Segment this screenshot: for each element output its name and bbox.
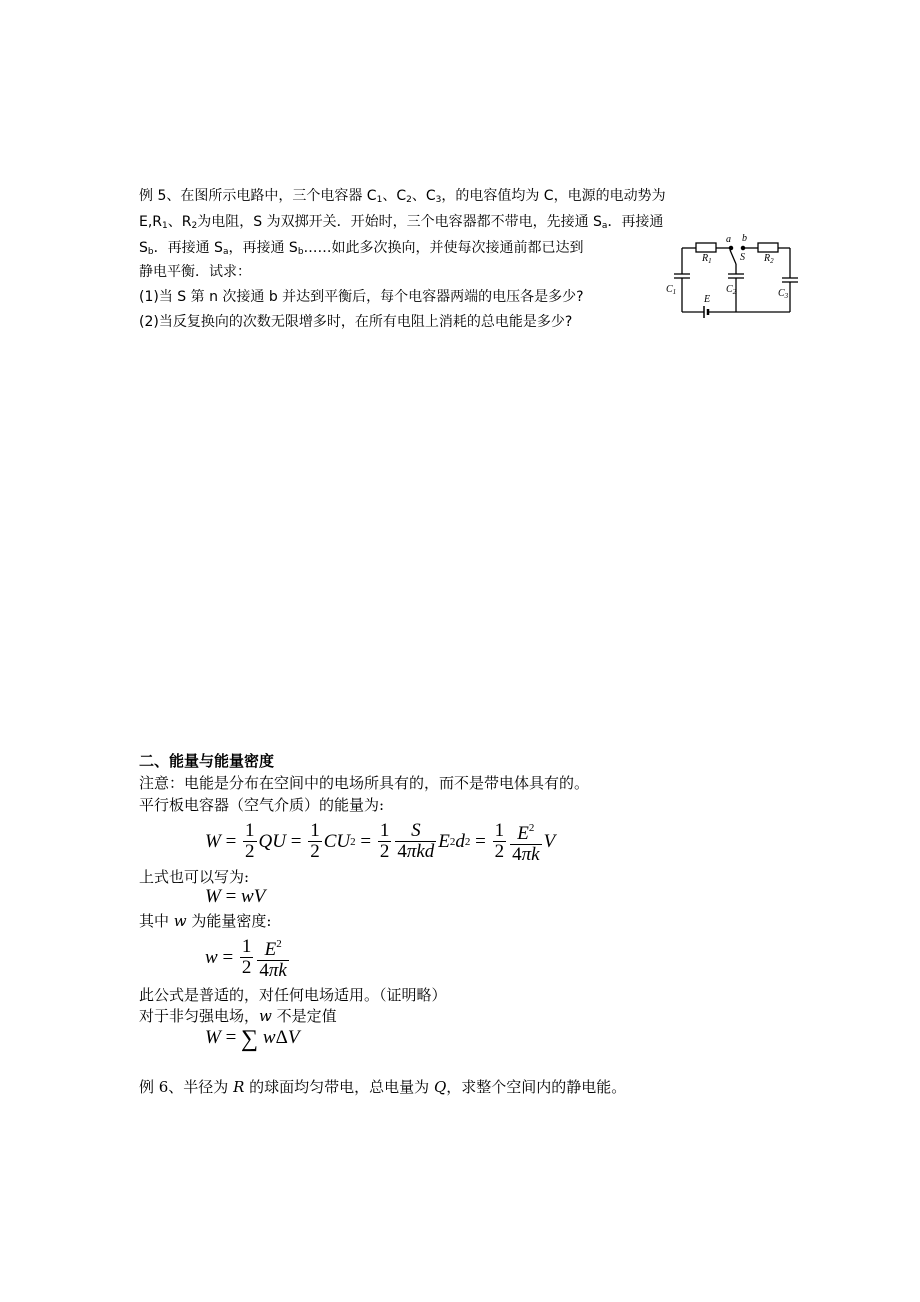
label-e: E — [704, 294, 711, 305]
label-c3: $C_3$ — [778, 288, 789, 300]
section2-note: 注意：电能是分布在空间中的电场所具有的，而不是带电体具有的。 — [139, 774, 590, 792]
example5-line3: $S_b$．再接通 $S_a$，再接通 $S_b\dots\dots$如此多次换向，并使每次接通前都已达到 — [139, 240, 584, 257]
energy-wv-formula: W = wV — [205, 886, 266, 907]
example5-line2: $E,R_1$、$R_2$为电阻，S 为双掷开关．开始时，三个电容器都不带电，先接通 $S_a$．再接通 — [139, 214, 664, 231]
section2-heading: 二、能量与能量密度 — [139, 752, 275, 770]
resistor-r1 — [696, 243, 716, 252]
label-r1: $R_1$ — [702, 253, 712, 265]
label-a: a — [726, 234, 731, 245]
nonuniform-energy-formula: W = ∑ wΔV — [205, 1026, 300, 1052]
label-s: S — [740, 252, 745, 263]
label-c1: $C_1$ — [666, 284, 677, 296]
label-r2: $R_2$ — [764, 253, 774, 265]
example5-line1: 例 5、在图所示电路中，三个电容器 $C_1$、$C_2$、$C_3$，的电容值均为 C，电源的电动势为 — [139, 188, 666, 205]
capacitor-energy-intro: 平行板电容器（空气介质）的能量为: — [139, 796, 385, 814]
label-b: b — [742, 233, 747, 244]
example5-question2: (2)当反复换向的次数无限增多时，在所有电阻上消耗的总电能是多少? — [139, 314, 573, 330]
nonuniform-field-note: 对于非匀强电场，w 不是定值 — [139, 1007, 337, 1025]
density-intro: 其中 w 为能量密度: — [139, 912, 272, 930]
rewrite-intro: 上式也可以写为: — [139, 868, 250, 886]
energy-density-formula: w = $\frac{1}{2}$ $\frac{E^2}{4\pi k}$ — [205, 936, 287, 981]
general-formula-note: 此公式是普适的，对任何电场适用。（证明略） — [139, 986, 447, 1004]
capacitor-energy-formula: W = $\frac{1}{2}$ QU = $\frac{1}{2}$ CU 2 = $\frac{1}{2}$ $\frac{S}{\text{4πkd}}$ E 2 d 2 = $\frac{1}{2}$ $\frac{E^2}{4\pi k}$ V — [205, 820, 556, 865]
example6: 例 6、半径为 R 的球面均匀带电，总电量为 Q，求整个空间内的静电能。 — [139, 1078, 627, 1096]
circuit-diagram — [664, 230, 814, 320]
example5-line4: 静电平衡．试求： — [139, 264, 251, 280]
example5-question1: (1)当 S 第 n 次接通 b 并达到平衡后，每个电容器两端的电压各是多少? — [139, 289, 584, 305]
resistor-r2 — [758, 243, 778, 252]
label-c2: $C_2$ — [726, 284, 737, 296]
